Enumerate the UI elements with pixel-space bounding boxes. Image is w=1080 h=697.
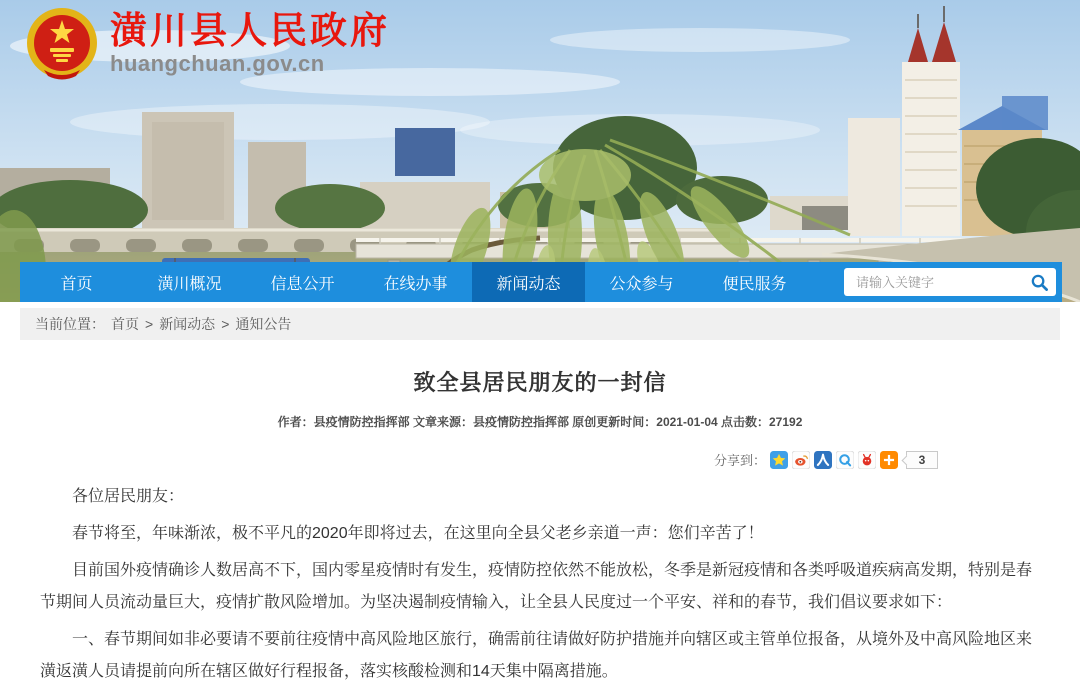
article-body (40, 481, 1040, 688)
site-logo[interactable] (24, 6, 390, 82)
nav-tab-convenient-services[interactable]: 便民服务 (722, 275, 787, 293)
search-button[interactable] (1028, 271, 1050, 293)
nav-tab-overview[interactable]: 潢川概况 (157, 275, 222, 293)
search-icon (1030, 273, 1049, 292)
main-nav (20, 262, 1062, 302)
site-name: 潢川县人民政府 (110, 10, 390, 52)
breadcrumb-home[interactable]: 首页 (111, 316, 139, 332)
paragraph: 各位居民朋友： (72, 488, 185, 505)
national-emblem-icon (24, 6, 100, 82)
nav-tab-news[interactable]: 新闻动态 (472, 262, 585, 302)
share-count[interactable]: 3 (906, 451, 938, 469)
nav-tab-online-services[interactable]: 在线办事 (383, 275, 448, 293)
paragraph: 一、春节期间如非必要请不要前往疫情中高风险地区旅行，确需前往请做好防护措施并向辖区或主管单位报备，从境外及中高风险地区来潢返潢人员请提前向所在辖区做好行程报备，落实核酸检测和14天集中隔离措施。 (40, 631, 1033, 680)
site-title-block (110, 11, 390, 77)
share-sina-weibo-icon[interactable] (792, 451, 810, 469)
share-more-icon[interactable] (880, 451, 898, 469)
banner (0, 0, 1080, 302)
article-title: 致全县居民朋友的一封信 (413, 370, 667, 395)
share-bar (40, 450, 1040, 469)
nav-tab-home[interactable]: 首页 (60, 275, 93, 293)
breadcrumb-separator: > (221, 316, 230, 332)
share-label: 分享到： (713, 453, 766, 468)
share-qzone-icon[interactable] (770, 451, 788, 469)
nav-tab-public-participation[interactable]: 公众参与 (609, 275, 674, 293)
article-meta: 作者：县疫情防控指挥部 文章来源：县疫情防控指挥部 原创更新时间：2021-01-04 点击数：27192 (277, 415, 803, 429)
breadcrumb (20, 308, 1060, 340)
share-tencent-weibo-icon[interactable] (836, 451, 854, 469)
breadcrumb-separator: > (145, 316, 154, 332)
share-renren-icon[interactable] (814, 451, 832, 469)
breadcrumb-prefix: 当前位置： (35, 316, 105, 332)
paragraph: 春节将至，年味渐浓，极不平凡的2020年即将过去，在这里向全县父老乡亲道一声：您们辛苦了！ (72, 525, 764, 542)
breadcrumb-news[interactable]: 新闻动态 (159, 316, 216, 332)
search-input[interactable] (854, 274, 1028, 291)
share-kaixin-icon[interactable] (858, 451, 876, 469)
paragraph: 目前国外疫情确诊人数居高不下，国内零星疫情时有发生，疫情防控依然不能放松，冬季是新冠疫情和各类呼吸道疾病高发期，特别是春节期间人员流动量巨大，疫情扩散风险增加。为坚决遏制疫情输入，让全县人民度过一个平安、祥和的春节，我们倡议要求如下： (40, 562, 1033, 611)
site-domain: huangchuan.gov.cn (110, 50, 325, 76)
search-box (844, 268, 1056, 296)
nav-tab-info-disclosure[interactable]: 信息公开 (270, 275, 335, 293)
article (0, 366, 1080, 688)
breadcrumb-notices[interactable]: 通知公告 (235, 316, 292, 332)
